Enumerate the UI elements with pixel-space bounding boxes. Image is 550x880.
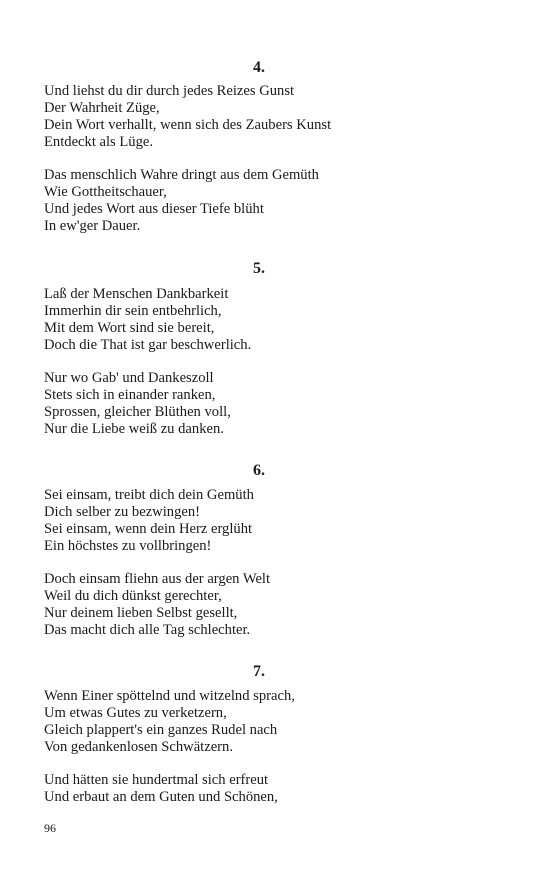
section-number-6: 6. (253, 462, 265, 479)
stanza-7-1 (44, 688, 504, 756)
verse-line: Um etwas Gutes zu verketzern, (44, 705, 227, 721)
verse-line: Das macht dich alle Tag schlechter. (44, 622, 251, 638)
verse-line: Immerhin dir sein entbehrlich, (44, 303, 222, 319)
verse-line: Ein höchstes zu vollbringen! (44, 538, 212, 554)
verse-line: In ew'ger Dauer. (44, 218, 141, 234)
verse-line: Sprossen, gleicher Blüthen voll, (44, 404, 231, 420)
verse-line: Mit dem Wort sind sie bereit, (44, 320, 215, 336)
verse-line: Und hätten sie hundertmal sich erfreut (44, 772, 269, 788)
verse-line: Doch die That ist gar beschwerlich. (44, 337, 252, 353)
verse-line: Das menschlich Wahre dringt aus dem Gemüth (44, 167, 319, 183)
verse-line: Nur wo Gab' und Dankeszoll (44, 370, 214, 386)
stanza-4-1 (44, 83, 504, 151)
stanza-5-1 (44, 286, 504, 354)
verse-line: Dich selber zu bezwingen! (44, 504, 201, 520)
verse-line: Der Wahrheit Züge, (44, 100, 160, 116)
verse-line: Stets sich in einander ranken, (44, 387, 216, 403)
section-number-4: 4. (253, 59, 265, 76)
verse-line: Doch einsam fliehn aus der argen Welt (44, 571, 271, 587)
verse-line: Und erbaut an dem Guten und Schönen, (44, 789, 278, 805)
verse-line: Entdeckt als Lüge. (44, 134, 154, 150)
verse-line: Wenn Einer spöttelnd und witzelnd sprach, (44, 688, 295, 704)
verse-line: Und liehst du dir durch jedes Reizes Gunst (44, 83, 295, 99)
verse-line: Nur deinem lieben Selbst gesellt, (44, 605, 238, 621)
verse-line: Dein Wort verhallt, wenn sich des Zaubers Kunst (44, 117, 332, 133)
verse-line: Sei einsam, wenn dein Herz erglüht (44, 521, 253, 537)
page-number: 96 (44, 821, 56, 835)
section-number-7: 7. (253, 663, 265, 680)
verse-line: Weil du dich dünkst gerechter, (44, 588, 222, 604)
section-number-5: 5. (253, 260, 265, 277)
stanza-5-2 (44, 370, 504, 438)
verse-line: Nur die Liebe weiß zu danken. (44, 421, 224, 437)
verse-line: Von gedankenlosen Schwätzern. (44, 739, 233, 755)
verse-line: Und jedes Wort aus dieser Tiefe blüht (44, 201, 264, 217)
stanza-6-2 (44, 571, 504, 639)
verse-line: Laß der Menschen Dankbarkeit (44, 286, 229, 302)
verse-line: Wie Gottheitschauer, (44, 184, 167, 200)
verse-line: Gleich plappert's ein ganzes Rudel nach (44, 722, 278, 738)
verse-line: Sei einsam, treibt dich dein Gemüth (44, 487, 254, 503)
stanza-4-2 (44, 167, 504, 235)
stanza-6-1 (44, 487, 504, 555)
stanza-7-2 (44, 772, 504, 806)
